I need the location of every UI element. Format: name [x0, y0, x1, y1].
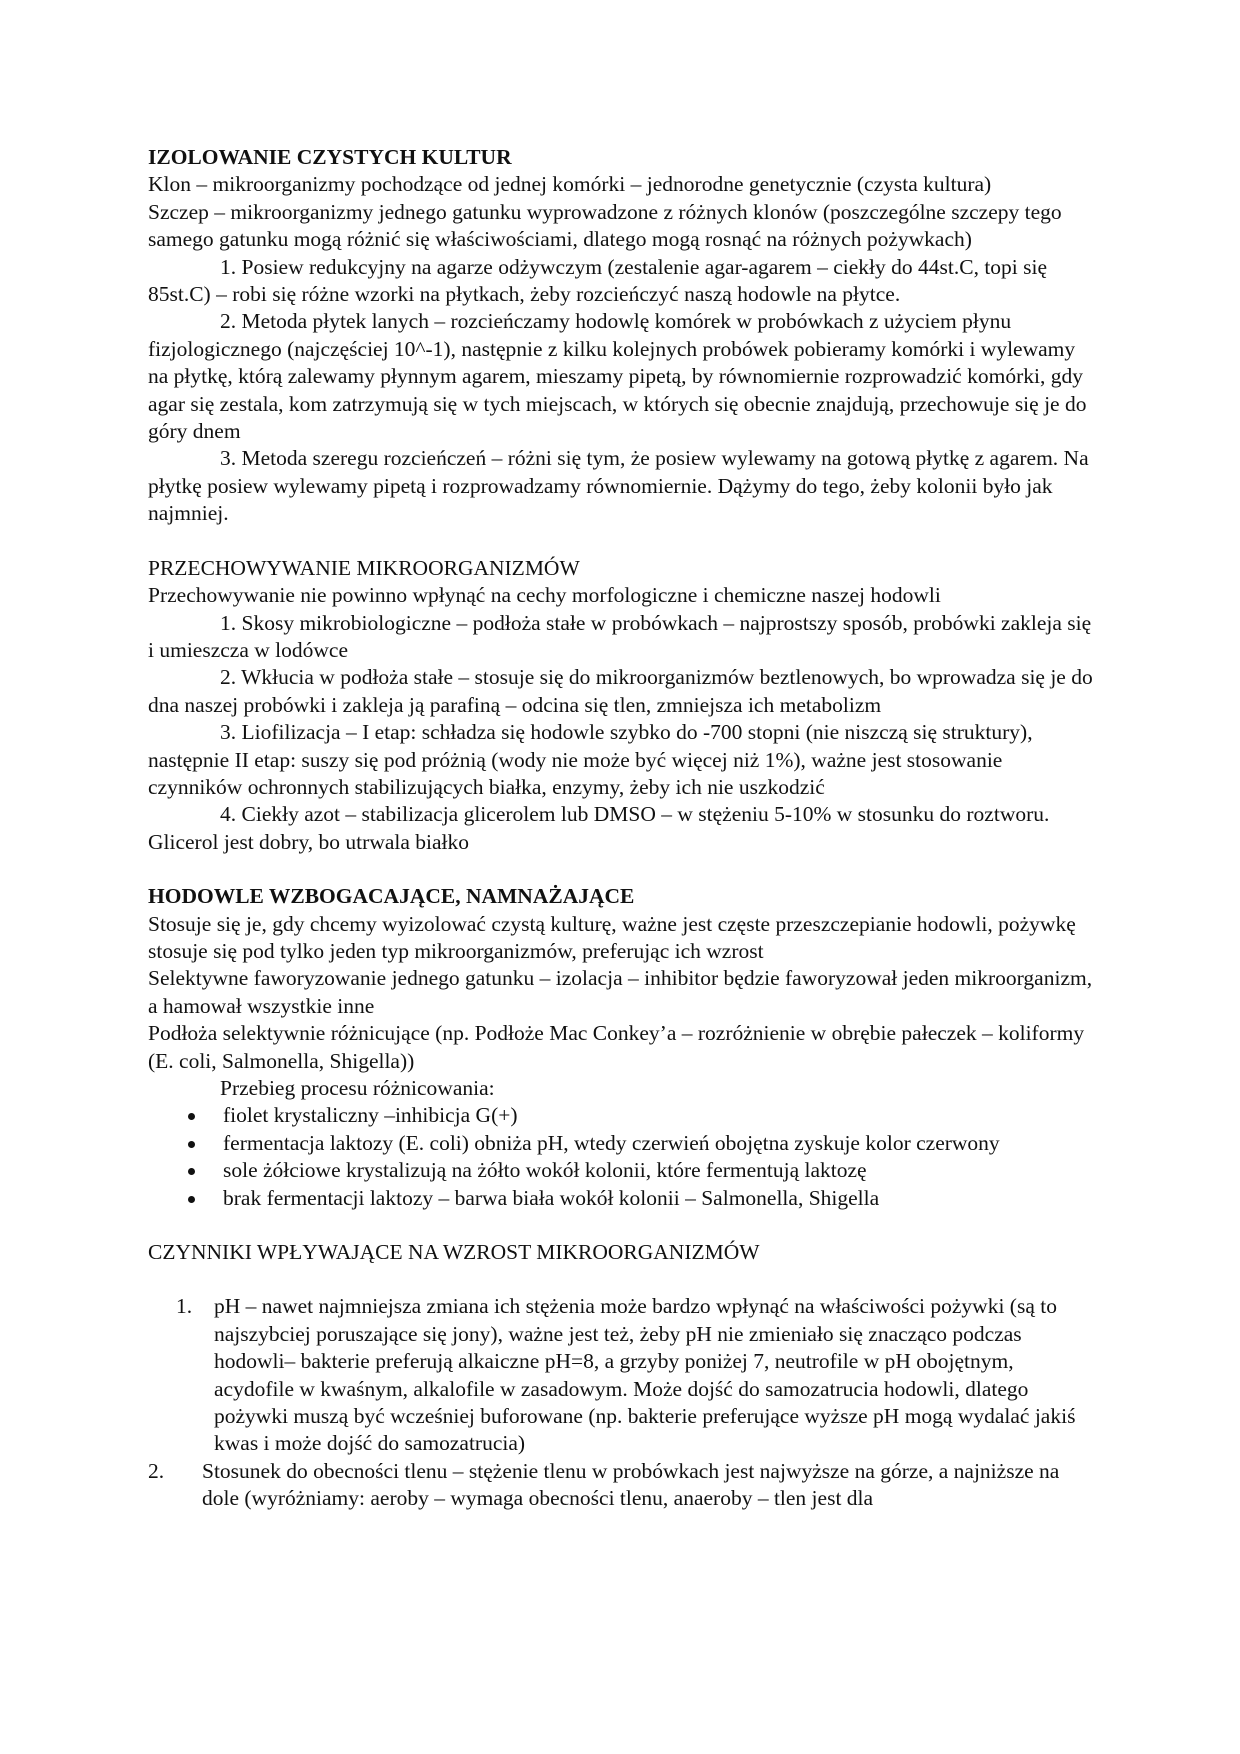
list-item-text: fiolet krystaliczny –inhibicja G(+) [223, 1103, 518, 1128]
section-title: PRZECHOWYWANIE MIKROORGANIZMÓW [148, 555, 580, 580]
numbered-paragraph: 1. Posiew redukcyjny na agarze odżywczym (zestalenie agar-agarem – ciekły do 44st.C, topi się 85st.C) – robi się różne wzorki na płytkach, żeby rozcieńczyć naszą hodowle na płytce. [148, 254, 1048, 307]
paragraph: Klon – mikroorganizmy pochodzące od jednej komórki – jednorodne genetycznie (czysta kultura) [148, 172, 992, 197]
paragraph: Selektywne faworyzowanie jednego gatunku – izolacja – inhibitor będzie faworyzował jeden mikroorganizm, a hamował wszystkie inne [148, 966, 1093, 1018]
paragraph: Stosuje się je, gdy chcemy wyizolować czystą kulturę, ważne jest częste przeszczepianie hodowli, pożywkę stosuje się pod tylko jeden typ mikroorganizmów, preferując ich wzrost [148, 911, 1076, 963]
numbered-paragraph: 3. Liofilizacja – I etap: schładza się hodowle szybko do -700 stopni (nie niszczą się struktury), następnie II etap: suszy się pod próżnią (wody nie może być więcej niż 1%), ważne jest stosowanie czynników ochronnych stabilizujących białka, enzymy, żeby ich nie uszkodzić [148, 720, 1033, 799]
list-item [148, 1185, 1098, 1212]
list-item [148, 1102, 1098, 1129]
list-item-text: sole żółciowe krystalizują na żółto wokół kolonii, które fermentują laktozę [223, 1158, 867, 1183]
list-item [148, 1458, 1098, 1513]
spacer [148, 856, 1098, 883]
bullet-icon [188, 1113, 195, 1120]
section-title: IZOLOWANIE CZYSTYCH KULTUR [148, 145, 512, 169]
list-item-text: Stosunek do obecności tlenu – stężenie tlenu w probówkach jest najwyższe na górze, a najniższe na dole (wyróżniamy: aeroby – wymaga obecności tlenu, anaeroby – tlen jest dla [202, 1458, 1060, 1511]
numbered-paragraph: 4. Ciekły azot – stabilizacja glicerolem lub DMSO – w stężeniu 5-10% w stosunku do roztworu. Glicerol jest dobry, bo utrwala białko [148, 802, 1050, 854]
list-item-text: pH – nawet najmniejsza zmiana ich stężenia może bardzo wpłynąć na właściwości pożywki (są to najszybciej poruszające się jony), ważne jest też, żeby pH nie zmieniało się znacząco podczas hodowli– bakterie preferują alkaiczne pH=8, a grzyby poniżej 7, neutrofile w pH obojętnym, acydofile w kwaśnym, alkalofile w zasadowym. Może dojść do samozatrucia hodowli, dlatego pożywki muszą być wcześniej buforowane (np. bakterie preferujące wyższe pH mogą wydalać jakiś kwas i może dojść do samozatrucia) [214, 1294, 1076, 1456]
bullet-list [148, 1102, 1098, 1212]
list-item [148, 1130, 1098, 1157]
numbered-paragraph: 1. Skosy mikrobiologiczne – podłoża stałe w probówkach – najprostszy sposób, probówki zakleja się i umieszcza w lodówce [148, 610, 1092, 662]
paragraph: Przechowywanie nie powinno wpłynąć na cechy morfologiczne i chemiczne naszej hodowli [148, 583, 941, 608]
numbered-paragraph: 3. Metoda szeregu rozcieńczeń – różni się tym, że posiew wylewamy na gotową płytkę z agarem. Na płytkę posiew wylewamy pipetą i rozprowadzamy równomiernie. Dążymy do tego, żeby kolonii było jak najmniej. [148, 446, 1089, 526]
section-title: CZYNNIKI WPŁYWAJĄCE NA WZROST MIKROORGANIZMÓW [148, 1240, 760, 1265]
list-item-text: brak fermentacji laktozy – barwa biała wokół kolonii – Salmonella, Shigella [223, 1185, 880, 1210]
paragraph: Przebieg procesu różnicowania: [220, 1076, 495, 1100]
numbered-list [148, 1293, 1098, 1512]
bullet-icon [188, 1196, 195, 1203]
bullet-icon [188, 1141, 195, 1148]
paragraph: Podłoża selektywnie różnicujące (np. Podłoże Mac Conkey’a – rozróżnienie w obrębie pałeczek – koliformy (E. coli, Salmonella, Shigella)) [148, 1021, 1085, 1073]
list-item [148, 1293, 1098, 1457]
paragraph: Szczep – mikroorganizmy jednego gatunku wyprowadzone z różnych klonów (poszczególne szczepy tego samego gatunku mogą różnić się właściwościami, dlatego mogą rosnąć na różnych pożywkach) [148, 199, 1062, 252]
bullet-icon [188, 1168, 195, 1175]
spacer [148, 1266, 1098, 1293]
spacer [148, 1212, 1098, 1239]
spacer [148, 528, 1098, 555]
numbered-paragraph: 2. Metoda płytek lanych – rozcieńczamy hodowlę komórek w probówkach z użyciem płynu fizjologicznego (najczęściej 10^-1), następnie z kilku kolejnych probówek pobieramy komórki i wylewamy na płytkę, którą zalewamy płynnym agarem, mieszamy pipetą, by równomiernie rozprowadzić komórki, gdy agar się zestala, kom zatrzymują się w tych miejscach, w których się obecnie znajdują, przechowuje się je do góry dnem [148, 309, 1087, 444]
list-item-text: fermentacja laktozy (E. coli) obniża pH, wtedy czerwień obojętna zyskuje kolor czerwony [223, 1130, 1000, 1155]
document-page [148, 144, 1098, 1513]
list-number: 1. [176, 1294, 193, 1319]
section-title: HODOWLE WZBOGACAJĄCE, NAMNAŻAJĄCE [148, 884, 635, 909]
list-item [148, 1157, 1098, 1184]
numbered-paragraph: 2. Wkłucia w podłoża stałe – stosuje się do mikroorganizmów beztlenowych, bo wprowadza się je do dna naszej probówki i zakleja ją parafiną – odcina się tlen, zmniejsza ich metabolizm [148, 665, 1093, 717]
list-number: 2. [148, 1458, 165, 1483]
